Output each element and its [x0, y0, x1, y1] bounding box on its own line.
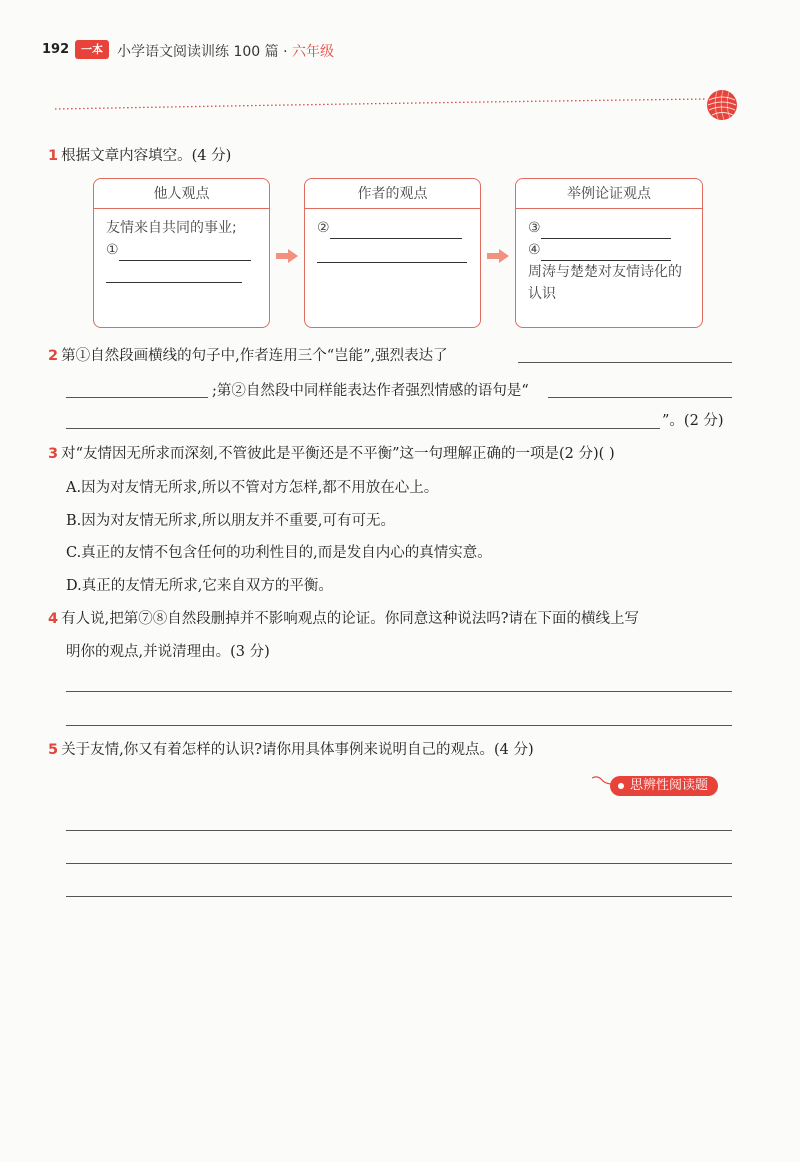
question-3	[48, 444, 615, 464]
answer-blank[interactable]	[317, 245, 467, 263]
question-2	[48, 346, 448, 366]
question-text: 根据文章内容填空。(4 分)	[61, 148, 232, 164]
question-number: 2	[48, 348, 59, 364]
blank-marker: ②	[317, 220, 330, 236]
question-text: 第①自然段画横线的句子中,作者连用三个“岂能”,强烈表达了	[61, 348, 448, 364]
blank-marker: ③	[528, 220, 541, 236]
blank-marker: ④	[528, 242, 541, 258]
question-number: 1	[48, 148, 59, 164]
question-4-line-2: 明你的观点,并说清理由。(3 分)	[66, 644, 270, 660]
option-d[interactable]: D.真正的友情无所求,它来自双方的平衡。	[66, 578, 333, 594]
box-title: 举例论证观点	[516, 179, 702, 209]
question-text: 有人说,把第⑦⑧自然段删掉并不影响观点的论证。你同意这种说法吗?请在下面的横线上写	[61, 611, 639, 627]
grade-label: 六年级	[291, 44, 334, 60]
answer-blank[interactable]	[541, 243, 671, 261]
blank-row-1	[317, 217, 468, 239]
arrow-right-icon	[276, 249, 298, 263]
answer-blank[interactable]	[106, 265, 242, 283]
book-title	[117, 41, 334, 61]
question-number: 5	[48, 742, 59, 758]
option-b[interactable]: B.因为对友情无所求,所以朋友并不重要,可有可无。	[66, 513, 395, 529]
box-line: 周涛与楚楚对友情诗化的认识	[528, 264, 682, 302]
critical-reading-tag	[610, 776, 718, 796]
option-a[interactable]: A.因为对友情无所求,所以不管对方怎样,都不用放在心上。	[66, 480, 439, 496]
blank-row-2	[317, 239, 468, 263]
page-number: 192	[42, 42, 70, 57]
book-title-text: 小学语文阅读训练 100 篇 ·	[117, 44, 292, 60]
blank-row-3	[528, 217, 690, 239]
question-2-line-2: ;第②自然段中同样能表达作者强烈情感的语句是“	[212, 383, 529, 399]
concept-box-author	[304, 178, 481, 328]
answer-line[interactable]	[66, 691, 732, 692]
box-body	[305, 209, 480, 271]
tag-label: 思辨性阅读题	[630, 778, 709, 793]
tag-dot	[618, 783, 624, 789]
answer-line[interactable]	[66, 896, 732, 897]
yarn-ball-icon	[705, 88, 739, 122]
answer-line[interactable]	[66, 863, 732, 864]
blank-row-2	[106, 261, 257, 283]
question-text: 对“友情因无所求而深刻,不管彼此是平衡还是不平衡”这一句理解正确的一项是(2 分)( )	[61, 446, 615, 462]
header-divider	[55, 97, 707, 117]
box-body	[94, 209, 269, 291]
question-number: 4	[48, 611, 59, 627]
concept-box-examples	[515, 178, 703, 328]
answer-blank[interactable]	[330, 221, 462, 239]
answer-blank[interactable]	[119, 243, 251, 261]
option-c[interactable]: C.真正的友情不包含任何的功利性目的,而是发自内心的真情实意。	[66, 545, 492, 561]
answer-blank[interactable]	[66, 428, 660, 429]
box-title: 作者的观点	[305, 179, 480, 209]
answer-blank[interactable]	[518, 362, 732, 363]
answer-blank[interactable]	[66, 397, 208, 398]
question-number: 3	[48, 446, 59, 462]
blank-marker: ①	[106, 242, 119, 258]
answer-line[interactable]	[66, 830, 732, 831]
answer-blank[interactable]	[541, 221, 671, 239]
box-body	[516, 209, 702, 313]
question-5	[48, 740, 534, 760]
arrow-right-icon	[487, 249, 509, 263]
box-line: 友情来自共同的事业;	[106, 220, 237, 236]
question-4	[48, 609, 639, 629]
blank-row-1	[106, 239, 257, 261]
question-1	[48, 146, 231, 166]
blank-row-4	[528, 239, 690, 261]
concept-box-others	[93, 178, 270, 328]
question-text: 关于友情,你又有着怎样的认识?请你用具体事例来说明自己的观点。(4 分)	[61, 742, 534, 758]
box-title: 他人观点	[94, 179, 269, 209]
answer-line[interactable]	[66, 725, 732, 726]
publisher-logo: 一本	[75, 40, 109, 59]
question-2-line-3: ”。(2 分)	[662, 413, 724, 429]
answer-blank[interactable]	[548, 397, 732, 398]
